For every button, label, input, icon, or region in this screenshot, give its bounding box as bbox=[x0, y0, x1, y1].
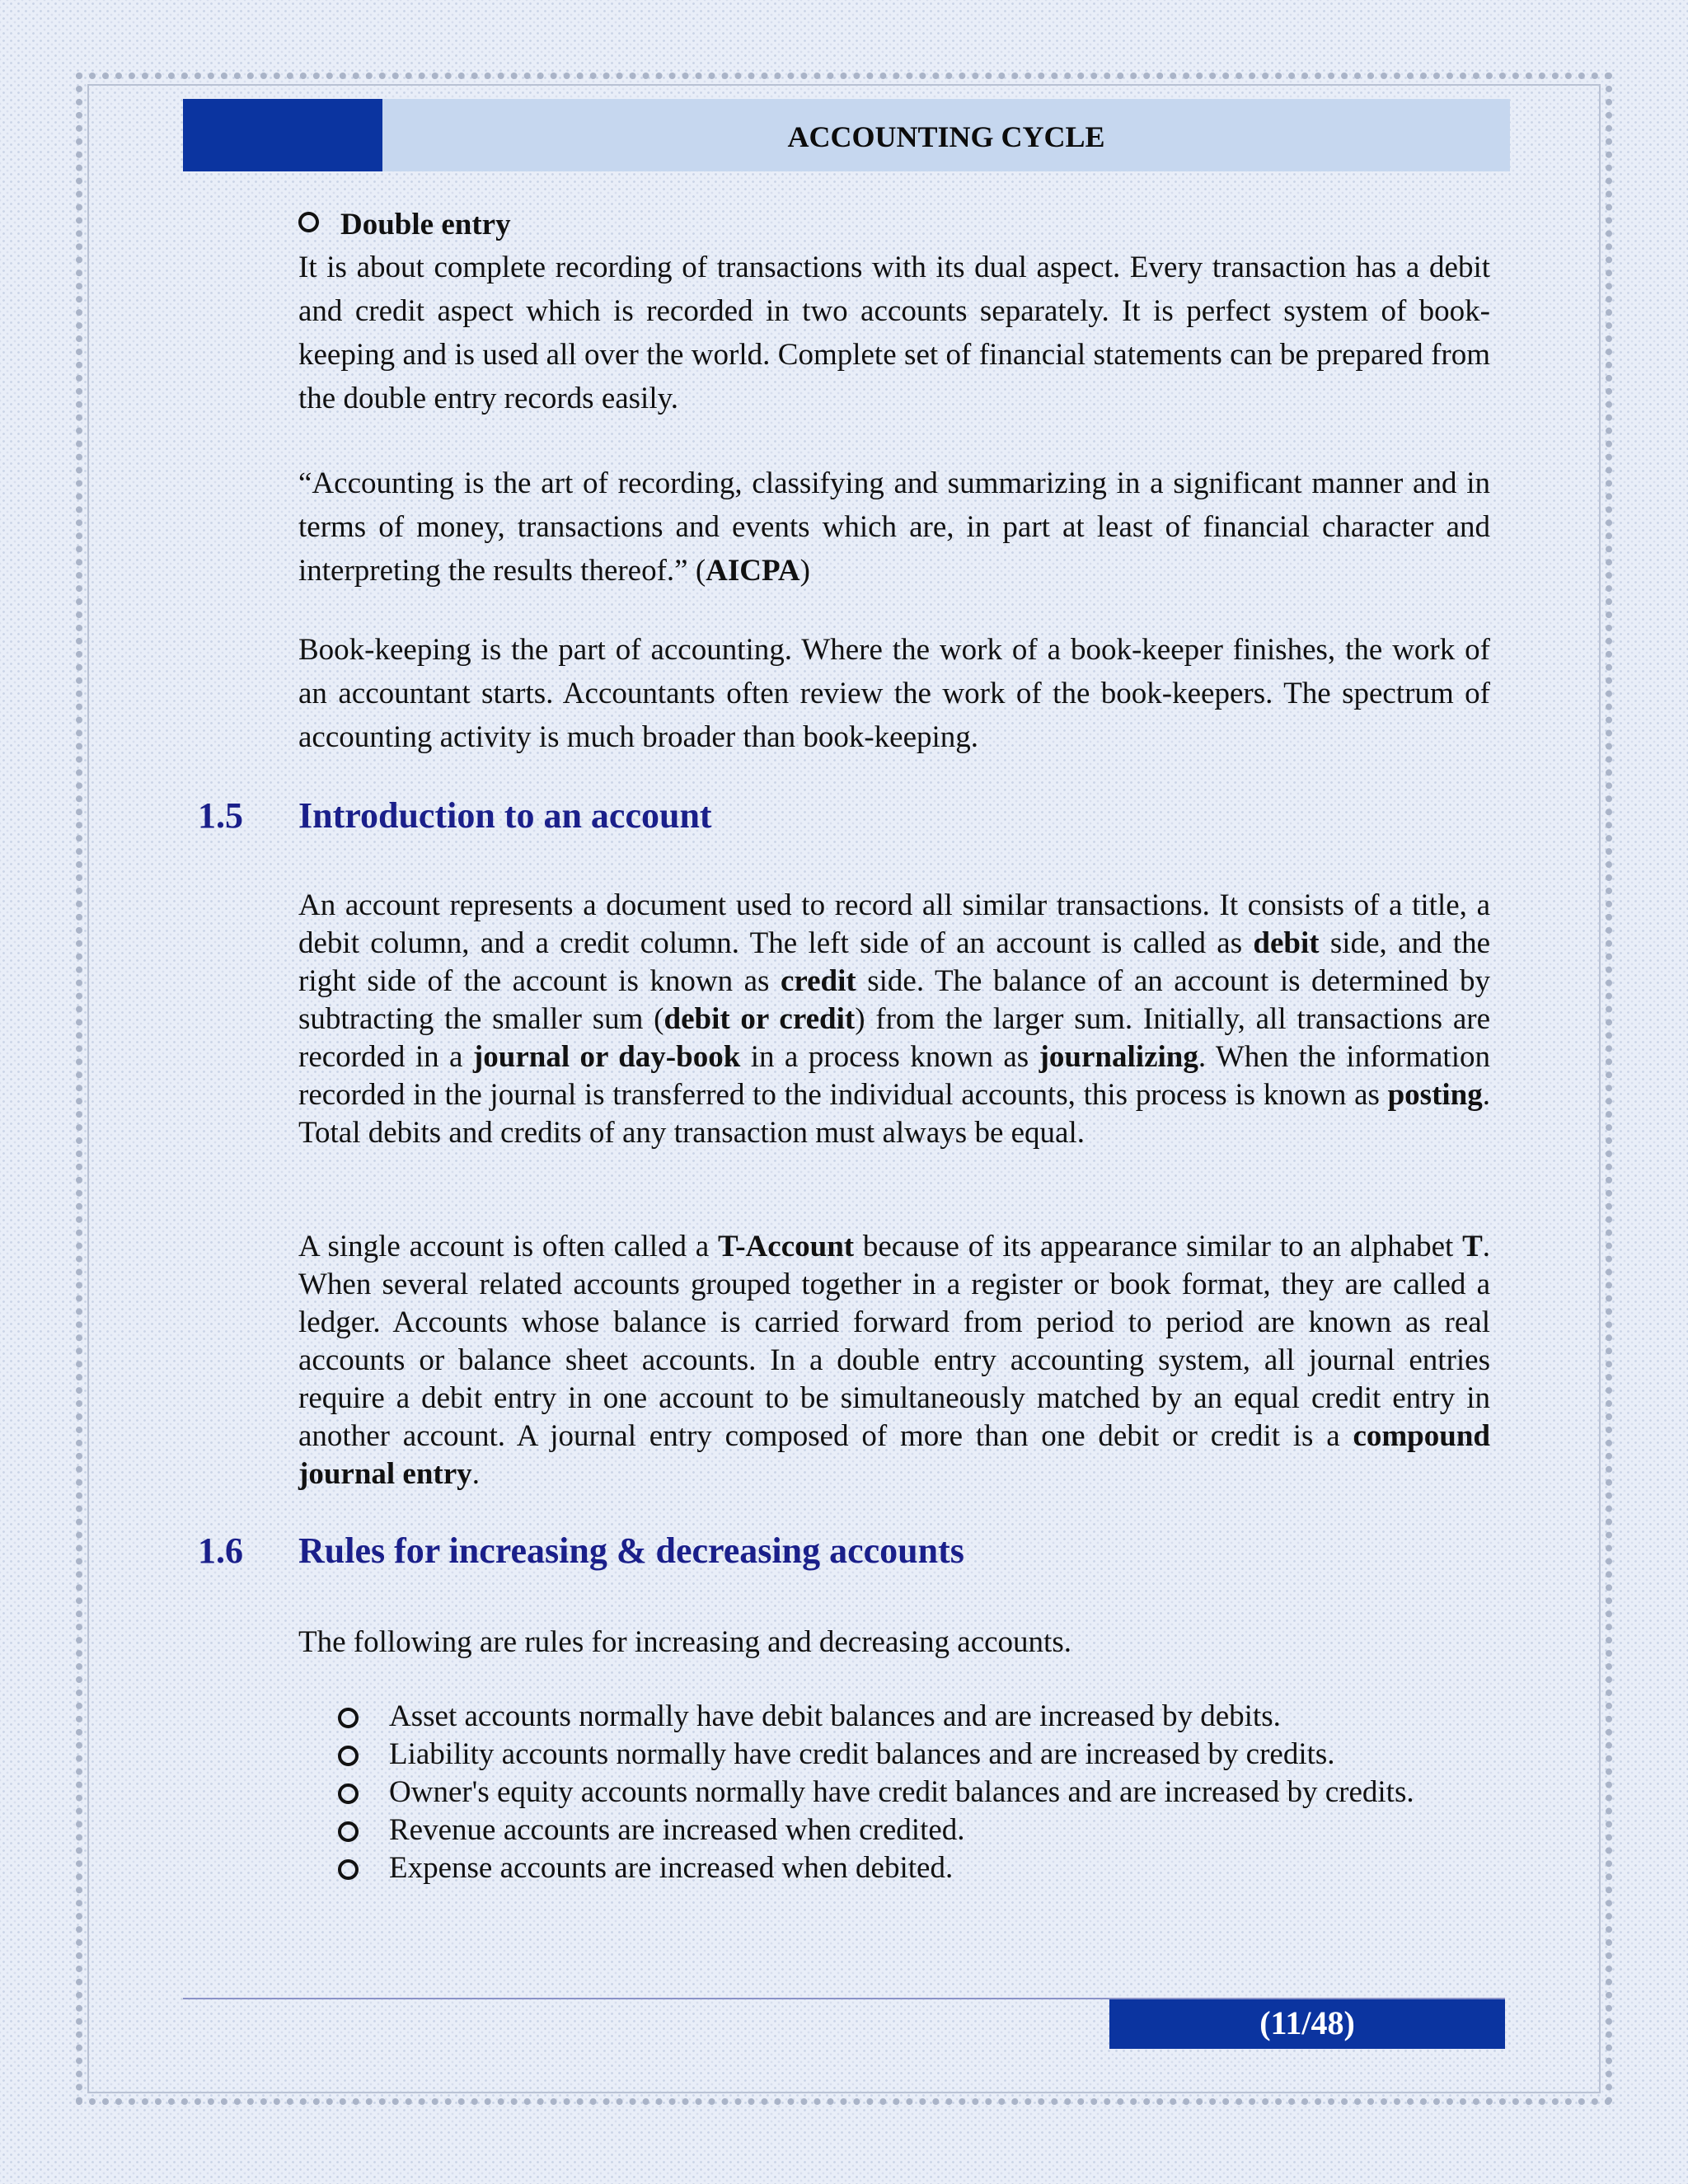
bold-term-posting: posting bbox=[1387, 1078, 1483, 1112]
rules-list bbox=[338, 1698, 1451, 1887]
circle-bullet-icon bbox=[338, 1859, 359, 1880]
account-intro-paragraph bbox=[298, 887, 1490, 1152]
bold-term-t-account: T-Account bbox=[717, 1230, 855, 1263]
section-heading-1-6 bbox=[198, 1530, 964, 1572]
rules-intro: The following are rules for increasing and decreasing accounts. bbox=[298, 1625, 1071, 1659]
header-accent-block bbox=[183, 99, 382, 171]
text-run: . When several related accounts grouped together in a register or book format, they are called a ledger. Accounts whose balance is carried forward from period to period are known as real accounts or balance sheet accounts. In a double entry accounting system, all journal entries require a debit entry in one account to be simultaneously matched by an equal credit entry in another account. A journal entry composed of more than one debit or credit is a bbox=[298, 1230, 1490, 1453]
bold-term-journal: journal or day-book bbox=[472, 1040, 741, 1074]
circle-bullet-icon bbox=[338, 1708, 359, 1728]
circle-bullet-icon bbox=[338, 1746, 359, 1766]
bold-term-credit: credit bbox=[780, 964, 856, 998]
rule-text: Liability accounts normally have credit balances and are increased by credits. bbox=[389, 1737, 1335, 1771]
text-run: A single account is often called a bbox=[298, 1230, 718, 1263]
list-item bbox=[338, 1811, 1451, 1849]
text-run: . bbox=[471, 1457, 480, 1491]
text-run: . Total debits and credits of any transaction must always be equal. bbox=[298, 1078, 1490, 1150]
text-run: side. The balance of an account is determined by subtracting the smaller sum ( bbox=[298, 964, 1490, 1036]
bookkeeping-paragraph: Book-keeping is the part of accounting. Where the work of a book-keeper finishes, the work of an accountant starts. Accountants often review the work of the book-keepers. The spectrum of accounting activity is much broader than book-keeping. bbox=[298, 633, 1490, 754]
circle-bullet-icon bbox=[298, 212, 319, 232]
aicpa-quote bbox=[298, 462, 1490, 593]
double-entry-text: It is about complete recording of transactions with its dual aspect. Every transaction has a debit and credit aspect which is recorded in two accounts separately. It is perfect system of book-keeping and is used all over the world. Complete set of financial statements can be prepared from the double entry records easily. bbox=[298, 251, 1490, 415]
double-entry-block bbox=[298, 204, 1490, 420]
section-heading-1-5 bbox=[198, 794, 712, 837]
list-item bbox=[338, 1849, 1451, 1887]
bold-term-journalizing: journalizing bbox=[1039, 1040, 1198, 1074]
list-item bbox=[338, 1736, 1451, 1774]
t-account-paragraph bbox=[298, 1228, 1490, 1493]
text-run: An account represents a document used to record all similar transactions. It consists of a title, a debit column, and a credit column. The left side of an account is called as bbox=[298, 888, 1490, 960]
text-run: . When the information recorded in the journal is transferred to the individual accounts, this process is known as bbox=[298, 1040, 1490, 1112]
circle-bullet-icon bbox=[338, 1821, 359, 1842]
rule-text: Asset accounts normally have debit balances and are increased by debits. bbox=[389, 1699, 1281, 1733]
page-title: ACCOUNTING CYCLE bbox=[787, 120, 1105, 153]
bold-term-debit-or-credit: debit or credit bbox=[663, 1002, 856, 1036]
bold-term-debit: debit bbox=[1253, 926, 1320, 960]
circle-bullet-icon bbox=[338, 1783, 359, 1804]
text-run: ) from the larger sum. Initially, all transactions are recorded in a bbox=[298, 1002, 1490, 1074]
rule-text: Revenue accounts are increased when credited. bbox=[389, 1813, 965, 1847]
section-number: 1.5 bbox=[198, 795, 243, 836]
section-number: 1.6 bbox=[198, 1530, 243, 1571]
page-number: (11/48) bbox=[1109, 1999, 1505, 2049]
quote-close: ) bbox=[799, 554, 810, 588]
quote-text: “Accounting is the art of recording, classifying and summarizing in a significant manner and in terms of money, transactions and events which are, in part at least of financial character and interpreting the results thereof.” ( bbox=[298, 466, 1490, 588]
double-entry-heading: Double entry bbox=[340, 208, 511, 241]
quote-source: AICPA bbox=[706, 554, 800, 588]
list-item bbox=[338, 1698, 1451, 1736]
section-title: Introduction to an account bbox=[298, 795, 712, 836]
text-run: because of its appearance similar to an alphabet bbox=[854, 1230, 1463, 1263]
text-run: in a process known as bbox=[740, 1040, 1039, 1074]
rule-text: Owner's equity accounts normally have credit balances and are increased by credits. bbox=[389, 1775, 1414, 1809]
bold-term-t: T bbox=[1462, 1230, 1483, 1263]
rule-text: Expense accounts are increased when debited. bbox=[389, 1851, 954, 1885]
bold-term-compound-journal-entry: compound journal entry bbox=[298, 1419, 1490, 1491]
section-title: Rules for increasing & decreasing accounts bbox=[298, 1530, 964, 1571]
text-run: side, and the right side of the account is known as bbox=[298, 926, 1490, 998]
list-item bbox=[338, 1774, 1451, 1811]
